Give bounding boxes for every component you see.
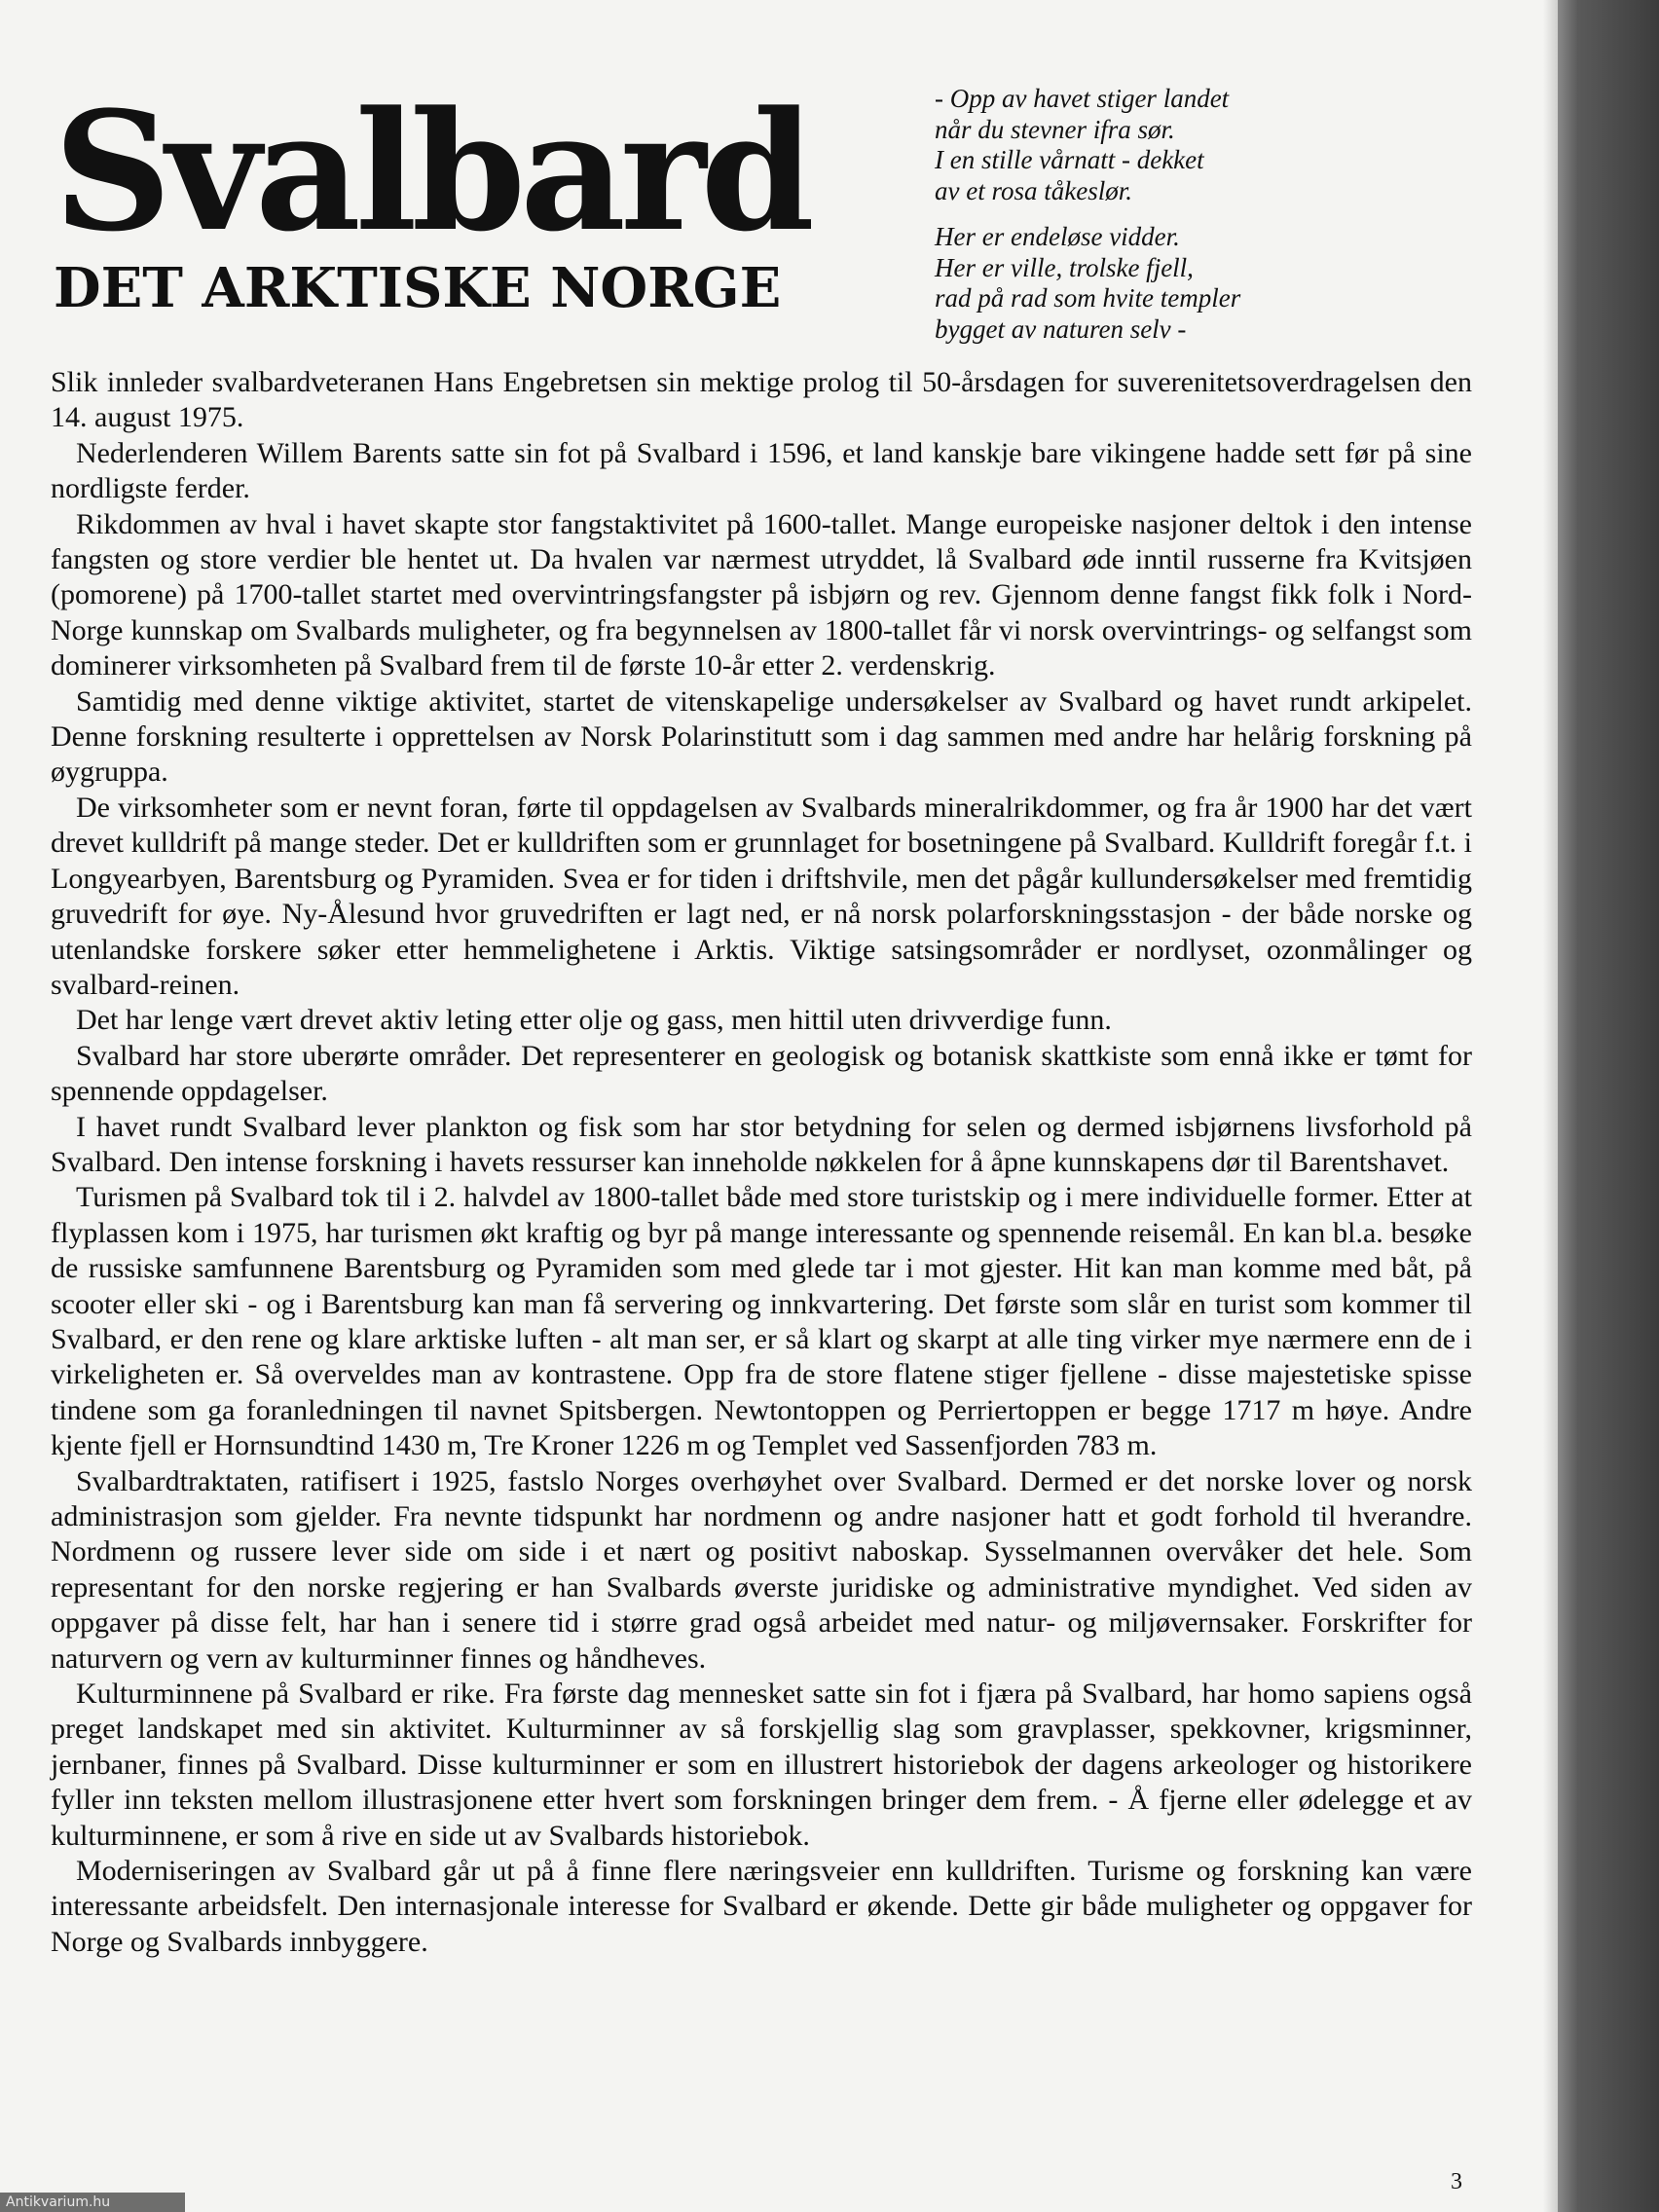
body-paragraph: Rikdommen av hval i havet skapte stor fangstaktivitet på 1600-tallet. Mange europeiske nasjoner deltok i den intense fangsten og store verdier ble hentet ut. Da hvalen var nærmest utryddet, lå Svalbard øde inntil russerne fra Kvitsjøen (pomorene) på 1700-tallet startet med overvintringsfangster på isbjørn og rev. Gjennom denne fangst fikk folk i Nord-Norge kunnskap om Svalbards muligheter, og fra begynnelsen av 1800-tallet får vi norsk overvintrings- og selfangst som dominerer virksomheten på Svalbard frem til de første 10-år etter 2. verdenskrig. xyxy=(51,507,1472,682)
poem-line: Her er ville, trolske fjell, xyxy=(935,252,1194,282)
body-paragraph: Det har lenge vært drevet aktiv leting etter olje og gass, men hittil uten drivverdige funn. xyxy=(76,1004,1112,1037)
poem-line: bygget av naturen selv - xyxy=(935,313,1187,344)
poem-line: - Opp av havet stiger landet xyxy=(935,84,1230,113)
page-subtitle: DET ARKTISKE NORGE xyxy=(54,256,782,320)
watermark: Antikvarium.hu xyxy=(0,2193,185,2212)
poem-line: I en stille vårnatt - dekket xyxy=(935,145,1204,174)
book-edge-background xyxy=(1558,0,1659,2212)
body-paragraph: Turismen på Svalbard tok til i 2. halvdel av 1800-tallet både med store turistskip og i mere individuelle former. Etter at flyplassen kom i 1975, har turismen økt kraftig og byr på mange interessante og spennende reisemål. En kan bl.a. besøke de russiske samfunnene Barentsburg og Pyramiden som med glede tar i mot gjester. Hit kan man komme med båt, på scooter eller ski - og i Barentsburg kan man få servering og innkvartering. Det første som slår en turist som kommer til Svalbard, er den rene og klare arktiske luften - alt man ser, er så klart og skarpt at alle ting virker mye nærmere enn de i virkeligheten er. Så overveldes man av kontrastene. Opp fra de store flatene stiger fjellene - disse majestetiske spisse tindene som ga foranledningen til navnet Spitsbergen. Newtontoppen og Perriertoppen er begge 1717 m høye. Andre kjente fjell er Hornsundtind 1430 m, Tre Kroner 1226 m og Templet ved Sassenfjorden 783 m. xyxy=(51,1181,1472,1462)
body-paragraph: I havet rundt Svalbard lever plankton og fisk som har stor betydning for selen og dermed isbjørnens livsforhold på Svalbard. Den intense forskning i havets ressurser kan inneholde nøkkelen for å åpne kunnskapens dør til Barentshavet. xyxy=(51,1110,1472,1178)
poem-line: av et rosa tåkeslør. xyxy=(935,175,1132,205)
body-paragraph: Nederlenderen Willem Barents satte sin fot på Svalbard i 1596, et land kanskje bare vikingene hadde sett før på sine nordligste ferder. xyxy=(51,436,1472,505)
body-paragraph: Kulturminnene på Svalbard er rike. Fra første dag mennesket satte sin fot i fjæra på Svalbard, har homo sapiens også preget landskapet med sin aktivitet. Kulturminner av så forskjellig slag som gravplasser, spekkovner, krigsminner, jernbaner, finnes på Svalbard. Disse kulturminner er som en illustrert historiebok der dagens arkeologer og historikere fyller inn teksten mellom illustrasjonene etter hvert som forskningen bringer dem frem. - Å fjerne eller ødelegge et av kulturminnene, er som å rive en side ut av Svalbards historiebok. xyxy=(51,1677,1472,1852)
epigraph-poem xyxy=(935,84,1344,360)
article-body xyxy=(51,365,1472,1960)
body-paragraph: Svalbard har store uberørte områder. Det representerer en geologisk og botanisk skattkiste som ennå ikke er tømt for spennende oppdagelser. xyxy=(51,1039,1472,1108)
poem-stanza xyxy=(935,84,1344,206)
page-number: 3 xyxy=(1451,2169,1462,2194)
page-title: Svalbard xyxy=(54,75,809,268)
body-paragraph: Slik innleder svalbardveteranen Hans Engebretsen sin mektige prolog til 50-årsdagen for suverenitetsoverdragelsen den 14. august 1975. xyxy=(51,366,1472,434)
body-paragraph: Moderniseringen av Svalbard går ut på å finne flere næringsveier enn kulldriften. Turisme og forskning kan være interessante arbeidsfelt. Den internasjonale interesse for Svalbard er økende. Dette gir både muligheter og oppgaver for Norge og Svalbards innbyggere. xyxy=(51,1855,1472,1958)
body-paragraph: De virksomheter som er nevnt foran, førte til oppdagelsen av Svalbards mineralrikdommer, og fra år 1900 har det vært drevet kulldrift på mange steder. Det er kulldriften som er grunnlaget for bosetningene på Svalbard. Kulldrift foregår f.t. i Longyearbyen, Barentsburg og Pyramiden. Svea er for tiden i driftshvile, men det pågår kullundersøkelser med fremtidig gruvedrift for øye. Ny-Ålesund hvor gruvedriften er lagt ned, er nå norsk polarforskningsstasjon - der både norske og utenlandske forskere søker etter hemmelighetene i Arktis. Viktige satsingsområder er nordlyset, ozonmålinger og svalbard-reinen. xyxy=(51,791,1472,1001)
page-gutter-shadow xyxy=(1543,0,1558,2212)
body-paragraph: Samtidig med denne viktige aktivitet, startet de vitenskapelige undersøkelser av Svalbard og havet rundt arkipelet. Denne forskning resulterte i opprettelsen av Norsk Polarinstitutt som i dag sammen med andre har helårig forskning på øygruppa. xyxy=(51,684,1472,789)
poem-stanza xyxy=(935,222,1344,345)
body-paragraph: Svalbardtraktaten, ratifisert i 1925, fastslo Norges overhøyhet over Svalbard. Dermed er det norske lover og norsk administrasjon som gjelder. Fra nevnte tidspunkt har nordmenn og andre nasjoner hatt et godt forhold til hverandre. Nordmenn og russere lever side om side i et nært og positivt naboskap. Sysselmannen overvåker det hele. Som representant for den norske regjering er han Svalbards øverste juridiske og administrative myndighet. Ved siden av oppgaver på disse felt, har han i senere tid i større grad også arbeidet med natur- og miljøvernsaker. Forskrifter for naturvern og vern av kulturminner finnes og håndheves. xyxy=(51,1464,1472,1675)
poem-line: rad på rad som hvite templer xyxy=(935,283,1241,313)
poem-line: Her er endeløse vidder. xyxy=(935,222,1180,251)
poem-line: når du stevner ifra sør. xyxy=(935,114,1175,144)
